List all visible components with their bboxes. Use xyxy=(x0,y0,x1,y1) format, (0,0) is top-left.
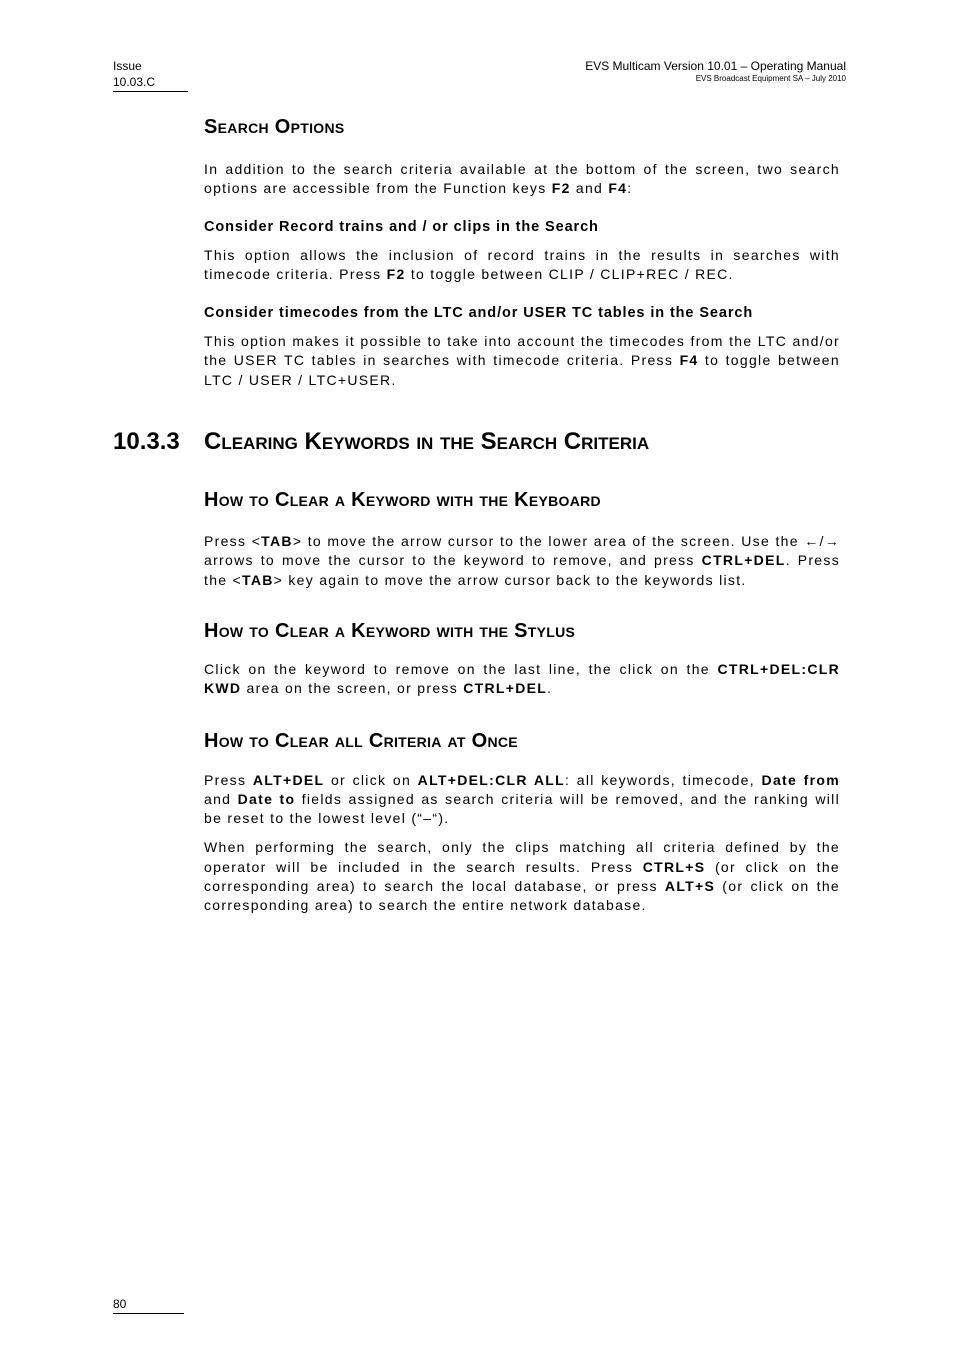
all-criteria-heading: How to Clear all Criteria at Once xyxy=(204,729,518,752)
issue-number: 10.03.C xyxy=(113,75,156,89)
page-content xyxy=(113,114,841,916)
header-manual xyxy=(585,58,846,84)
header-issue xyxy=(113,58,188,92)
section-heading xyxy=(113,428,840,456)
manual-title: EVS Multicam Version 10.01 – Operating Manual xyxy=(585,59,846,73)
sub1-text: This option allows the inclusion of record trains in the results in searches with timecode criteria. Press F2 to toggle between CLIP / CLIP+REC / REC. xyxy=(204,246,840,282)
keyboard-text: Press <TAB> to move the arrow cursor to the lower area of the screen. Use the ←/→ arrows to move the cursor to the keyword to remove, and press CTRL+DEL. Press the <TAB> key again to move the arrow cursor back to the keywords list. xyxy=(204,533,841,588)
sub1-heading: Consider Record trains and / or clips in the Search xyxy=(204,218,599,235)
all-criteria-text1: Press ALT+DEL or click on ALT+DEL:CLR ALL: all keywords, timecode, Date from and Date to fields assigned as search criteria will be removed, and the ranking will be reset to the lowest level (“–“). xyxy=(204,771,840,827)
key-f2: F2 xyxy=(551,180,571,197)
stylus-heading: How to Clear a Keyword with the Stylus xyxy=(204,619,576,642)
stylus-text: Click on the keyword to remove on the last line, the click on the CTRL+DEL:CLR KWD area on the screen, or press CTRL+DEL. xyxy=(204,660,840,697)
search-options-heading: Search Options xyxy=(204,116,345,138)
manual-subtitle: EVS Broadcast Equipment SA – July 2010 xyxy=(695,74,846,83)
issue-label: Issue xyxy=(113,59,142,73)
arrow-keys-icon: ←/→ xyxy=(804,533,841,550)
key-f4: F4 xyxy=(608,180,628,197)
key-f2: F2 xyxy=(386,265,406,282)
sub2-heading: Consider timecodes from the LTC and/or USER TC tables in the Search xyxy=(204,305,754,322)
section-number: 10.3.3 xyxy=(113,428,180,456)
search-options-intro: In addition to the search criteria available at the bottom of the screen, two search options are accessible from the Function keys F2 and F4: xyxy=(204,161,840,197)
sub2-text: This option makes it possible to take into account the timecodes from the LTC and/or the USER TC tables in searches with timecode criteria. Press F4 to toggle between LTC / USER / LTC+USER. xyxy=(204,333,840,388)
all-criteria-text2: When performing the search, only the clips matching all criteria defined by the operator will be included in the search results. Press CTRL+S (or click on the corresponding area) to search the local database, or press ALT+S (or click on the corresponding area) to search the entire network database. xyxy=(204,839,840,914)
page-number: 80 xyxy=(113,1296,184,1314)
key-f4: F4 xyxy=(679,352,699,369)
section-title: Clearing Keywords in the Search Criteria xyxy=(204,428,650,456)
keyboard-heading: How to Clear a Keyword with the Keyboard xyxy=(204,489,601,512)
